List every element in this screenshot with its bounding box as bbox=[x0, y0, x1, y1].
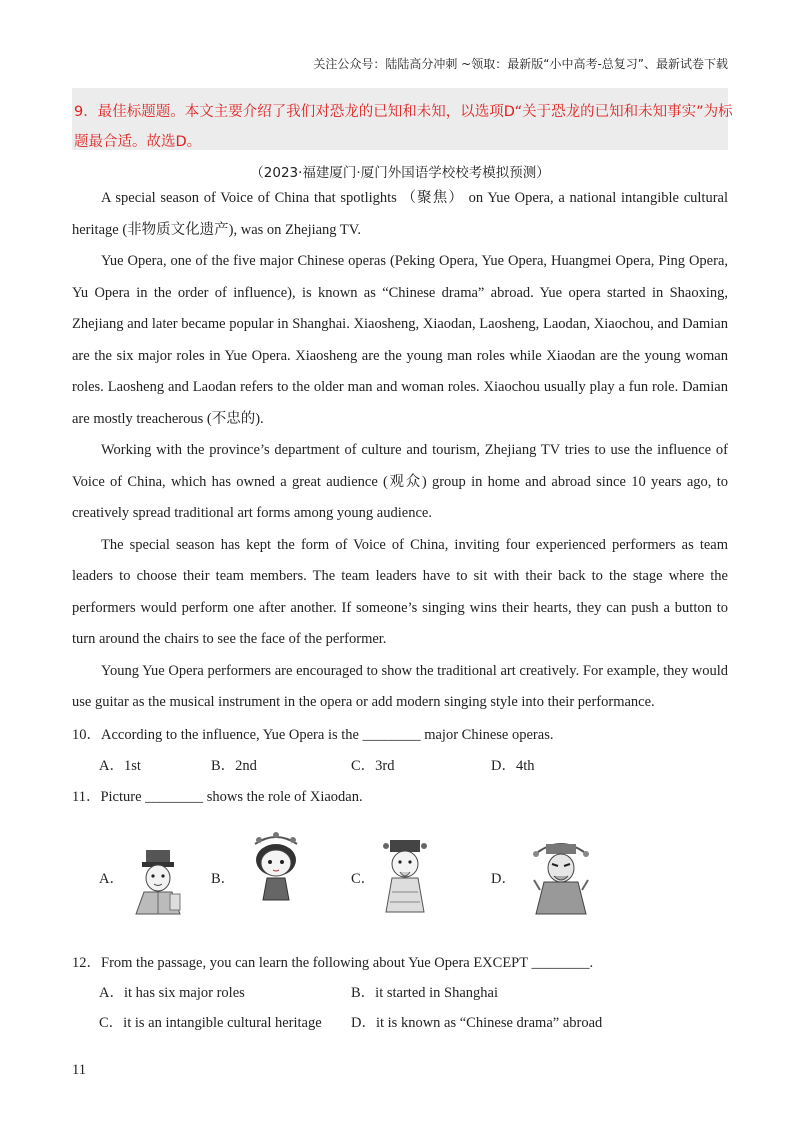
question-11-stem: 11．Picture ________ shows the role of Xiaodan. bbox=[72, 789, 363, 805]
q10-option-c: C．3rd bbox=[351, 758, 395, 774]
passage-paragraph-1: A special season of Voice of China that spotlights （聚焦） on Yue Opera, a national intangible cultural heritage (非物质文化遗产), was on Zhejiang TV. bbox=[72, 190, 728, 238]
answer-line-1: 9．最佳标题题。本文主要介绍了我们对恐龙的已知和未知，以选项D“关于恐龙的已知和未知事实”为标 bbox=[74, 104, 733, 120]
opera-figure-xiaodan-image bbox=[245, 830, 307, 902]
q11-label-c: C． bbox=[351, 871, 376, 887]
q12-option-c: C．it is an intangible cultural heritage bbox=[99, 1015, 322, 1031]
passage-paragraph-3: Working with the province’s department of culture and tourism, Zhejiang TV tries to use the influence of Voice of China, which has owned a great audience (观众) group in home and abroad since 10 years ago, to creatively spread traditional art forms among young audience. bbox=[72, 442, 728, 521]
passage-paragraph-5: Young Yue Opera performers are encouraged to show the traditional art creatively. For example, they would use guitar as the musical instrument in the opera or add modern singing style into their performance. bbox=[72, 662, 728, 710]
question-12-stem: 12．From the passage, you can learn the following about Yue Opera EXCEPT ________. bbox=[72, 955, 594, 971]
q10-option-a: A．1st bbox=[99, 758, 141, 774]
q11-label-b: B． bbox=[211, 871, 236, 887]
q10-option-b: B．2nd bbox=[211, 758, 257, 774]
page-number: 11 bbox=[72, 1062, 86, 1078]
reading-passage bbox=[72, 183, 728, 719]
q11-label-d: D． bbox=[491, 871, 516, 887]
q10-option-d: D．4th bbox=[491, 758, 535, 774]
q12-option-d: D．it is known as “Chinese drama” abroad bbox=[351, 1015, 603, 1031]
q12-option-b: B．it started in Shanghai bbox=[351, 985, 498, 1001]
page-header: 关注公众号：陆陆高分冲刺 ~领取：最新版“小中高考-总复习”、最新试卷下载 bbox=[313, 57, 728, 71]
opera-figure-xiaosheng-image bbox=[122, 848, 192, 916]
question-10-stem: 10．According to the influence, Yue Opera is the ________ major Chinese operas. bbox=[72, 727, 554, 743]
answer-line-2: 题最合适。故选D。 bbox=[74, 134, 202, 150]
q11-label-a: A． bbox=[99, 871, 124, 887]
question-source: （2023·福建厦门·厦门外国语学校校考模拟预测） bbox=[250, 165, 550, 181]
passage-paragraph-4: The special season has kept the form of Voice of China, inviting four experienced performers as team leaders to choose their team members. The team leaders have to sit with their back to the stage where the performers would perform one after another. If someone’s singing wins their hearts, they can push a button to turn around the chairs to see the face of the performer. bbox=[72, 536, 728, 647]
opera-figure-damian-image bbox=[530, 836, 592, 916]
q12-option-a: A．it has six major roles bbox=[99, 985, 245, 1001]
opera-figure-laosheng-image bbox=[376, 836, 434, 916]
passage-paragraph-2: Yue Opera, one of the five major Chinese operas (Peking Opera, Yue Opera, Huangmei Opera, Ping Opera, Yu Opera in the order of influence), is known as “Chinese drama” abroad. Yue opera started in Shaoxing, Zhejiang and later became popular in Shanghai. Xiaosheng, Xiaodan, Laosheng, Laodan, Xiaochou, and Damian are the six major roles in Yue Opera. Xiaosheng are the young man roles while Xiaodan are the young woman roles. Laosheng and Laodan refers to the older man and woman roles. Xiaochou usually play a fun role. Damian are mostly treacherous (不忠的). bbox=[72, 253, 728, 427]
